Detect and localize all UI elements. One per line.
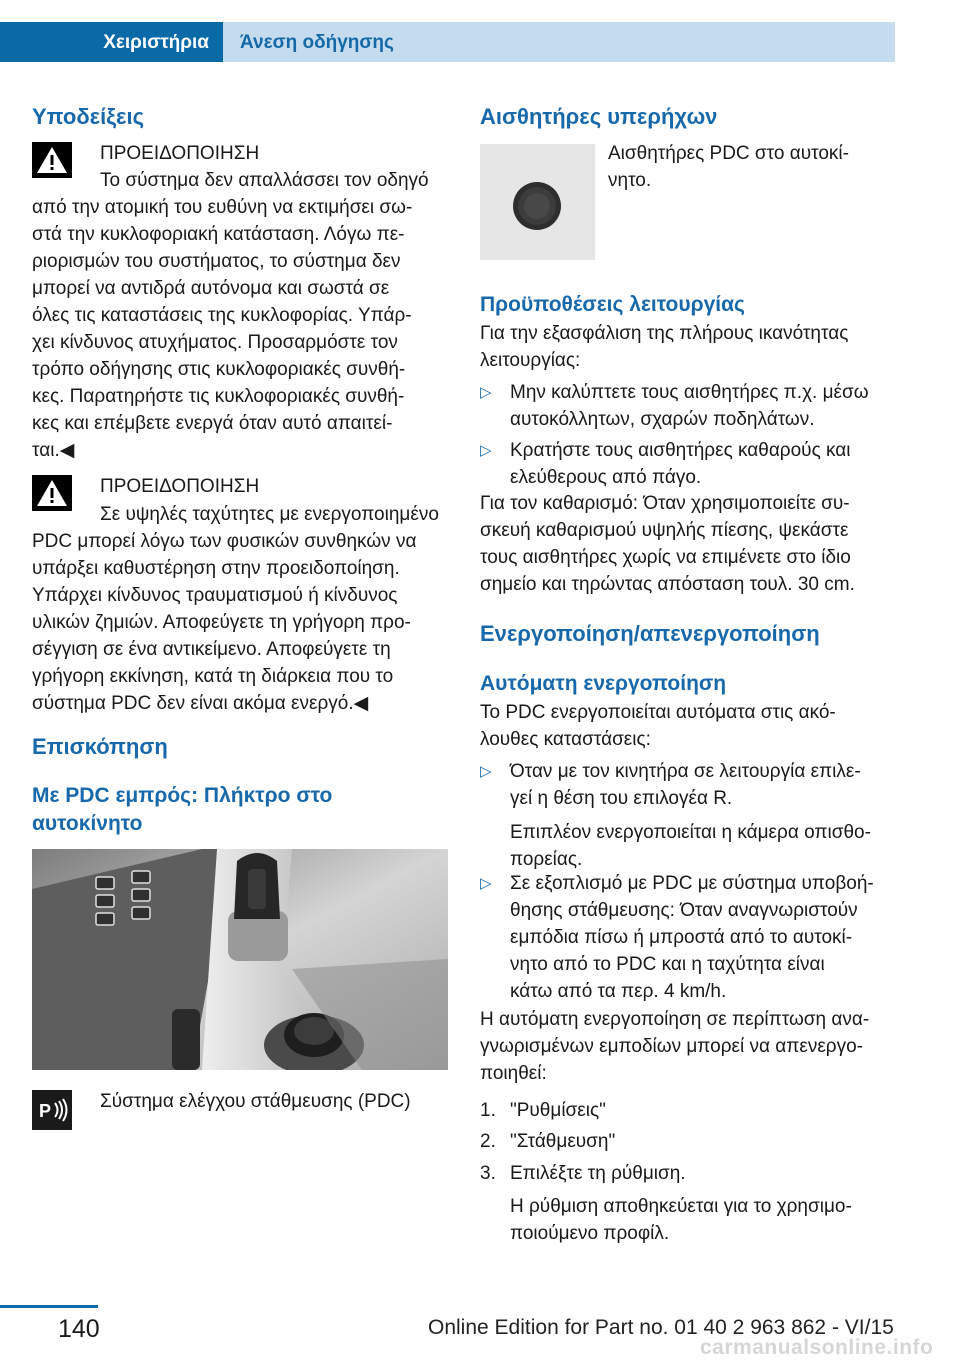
text-line: σκευή καθαρισμού υψηλής πίεσης, ψεκάστε	[480, 520, 849, 541]
warning-text-2	[32, 501, 452, 717]
warning-line: σύστημα PDC δεν είναι ακόμα ενεργό.◀	[32, 693, 369, 714]
sensors-heading: Αισθητήρες υπερήχων	[480, 104, 718, 129]
ultrasonic-sensor-image	[480, 144, 595, 260]
text-line: τους αισθητήρες χωρίς να επιμένετε στο ίδιο	[480, 547, 851, 568]
button-heading-line1: Με PDC εμπρός: Πλήκτρο στο	[32, 784, 333, 807]
warning-line: υπάρξει καθυστέρηση στην προειδοποίηση.	[32, 558, 400, 579]
button-heading-line2: αυτοκίνητο	[32, 812, 143, 835]
step-item	[480, 1160, 900, 1247]
bullet-line: Κρατήστε τους αισθητήρες καθαρούς και	[510, 440, 851, 461]
sensors-caption-line2: νητο.	[608, 170, 652, 191]
text-line: λειτουργίας:	[480, 350, 581, 371]
text-line: Για τον καθαρισμό: Όταν χρησιμοποιείτε συ-	[480, 493, 850, 514]
bullet-line: θησης στάθμευσης: Όταν αναγνωριστούν	[510, 900, 858, 921]
text-line: γνωρισμένων εμποδίων μπορεί να απενεργο-	[480, 1036, 863, 1057]
triangle-bullet-icon: ▷	[480, 442, 492, 459]
triangle-bullet-icon: ▷	[480, 875, 492, 892]
warning-line: όλες τις καταστάσεις της κυκλοφορίας. Υπάρ-	[32, 305, 412, 326]
warning-line: Υπάρχει κίνδυνος τραυματισμού ή κίνδυνος	[32, 585, 398, 606]
warning-label: ΠΡΟΕΙΔΟΠΟΙΗΣΗ	[100, 476, 260, 497]
warning-line: ριορισμών του συστήματος, το σύστημα δεν	[32, 251, 401, 272]
warning-line: Το σύστημα δεν απαλλάσσει τον οδηγό	[100, 170, 429, 191]
prerequisites-bullet	[480, 379, 900, 433]
prerequisites-text	[480, 320, 900, 374]
step-text: "Στάθμευση"	[510, 1131, 616, 1152]
step-number: 3.	[480, 1163, 496, 1184]
bullet-line: εμπόδια πίσω ή μπροστά από το αυτοκί-	[510, 927, 853, 948]
hints-heading: Υποδείξεις	[32, 104, 145, 129]
bullet-line: Σε εξοπλισμό με PDC με σύστημα υποβοή-	[510, 873, 874, 894]
bullet-line: ελεύθερους από πάγο.	[510, 467, 702, 488]
warning-line: κες. Παρατηρήστε τις κυκλοφοριακές συνθή-	[32, 386, 405, 407]
step-note: Η ρύθμιση αποθηκεύεται για το χρησιμο-	[510, 1196, 852, 1217]
step-item	[480, 1097, 900, 1124]
pdc-button-icon	[32, 1090, 72, 1130]
bullet-line: αυτοκόλλητων, σχαρών ποδηλάτων.	[510, 409, 815, 430]
warning-line: γρήγορη εκκίνηση, κατά τη διάρκεια που το	[32, 666, 394, 687]
text-line: Το PDC ενεργοποιείται αυτόματα στις ακό-	[480, 702, 836, 723]
step-note: ποιούμενο προφίλ.	[510, 1223, 670, 1244]
bullet-line: πορείας.	[510, 849, 583, 870]
text-line: σημείο και τηρώντας απόσταση τουλ. 30 cm.	[480, 574, 855, 595]
cleaning-text	[480, 490, 900, 598]
edition-text: Online Edition for Part no. 01 40 2 963 862 - VI/15	[428, 1316, 894, 1339]
warning-line: τρόπο οδήγησης στις κυκλοφοριακές συνθή-	[32, 359, 406, 380]
auto-activation-bullet	[480, 870, 900, 1005]
bullet-line: γεί η θέση του επιλογέα R.	[510, 788, 733, 809]
triangle-bullet-icon: ▷	[480, 384, 492, 401]
auto-activation-text	[480, 699, 900, 753]
text-line: Η αυτόματη ενεργοποίηση σε περίπτωση ανα-	[480, 1009, 870, 1030]
prerequisites-heading: Προϋποθέσεις λειτουργίας	[480, 293, 745, 316]
prerequisites-bullet	[480, 437, 900, 491]
text-line: Για την εξασφάλιση της πλήρους ικανότητας	[480, 323, 849, 344]
warning-line: από την ατομική του ευθύνη να εκτιμήσει σω-	[32, 197, 413, 218]
warning-line: μπορεί να αντιδρά αυτόνομα και σωστά σε	[32, 278, 390, 299]
chapter-tab[interactable]: Χειριστήρια	[0, 22, 223, 62]
warning-line: Σε υψηλές ταχύτητες με ενεργοποιημένο	[100, 504, 439, 525]
footer-rule	[0, 1305, 98, 1308]
text-line: λουθες καταστάσεις:	[480, 729, 651, 750]
warning-line: ται.◀	[32, 440, 75, 461]
step-number: 2.	[480, 1131, 496, 1152]
center-console-photo	[32, 849, 448, 1070]
section-tab[interactable]: Άνεση οδήγησης	[240, 32, 394, 53]
text-line: ποιηθεί:	[480, 1063, 547, 1084]
bullet-line: Όταν με τον κινητήρα σε λειτουργία επιλε-	[510, 761, 861, 782]
auto-activation-heading: Αυτόματη ενεργοποίηση	[480, 672, 727, 695]
warning-text-1	[32, 167, 452, 464]
page-number: 140	[58, 1315, 100, 1343]
triangle-bullet-icon: ▷	[480, 763, 492, 780]
svg-text:P: P	[39, 1101, 52, 1121]
activation-heading: Ενεργοποίηση/απενεργοποίηση	[480, 621, 820, 646]
warning-label: ΠΡΟΕΙΔΟΠΟΙΗΣΗ	[100, 143, 260, 164]
deactivate-text	[480, 1006, 900, 1087]
pdc-button-caption: Σύστημα ελέγχου στάθμευσης (PDC)	[100, 1091, 411, 1112]
warning-line: σέγγιση σε ένα αντικείμενο. Αποφεύγετε τη	[32, 639, 391, 660]
overview-heading: Επισκόπηση	[32, 734, 168, 759]
sensors-caption-line1: Αισθητήρες PDC στο αυτοκί-	[608, 143, 849, 164]
warning-line: στά την κυκλοφοριακή κατάσταση. Λόγω πε-	[32, 224, 405, 245]
step-item	[480, 1128, 900, 1155]
step-text: "Ρυθμίσεις"	[510, 1100, 606, 1121]
step-text: Επιλέξτε τη ρύθμιση.	[510, 1163, 686, 1184]
bullet-line: Επιπλέον ενεργοποιείται η κάμερα οπισθο-	[510, 822, 871, 843]
bullet-line: Μην καλύπτετε τους αισθητήρες π.χ. μέσω	[510, 382, 869, 403]
watermark: carmanualsonline.info	[700, 1336, 934, 1359]
bullet-line: κάτω από τα περ. 4 km/h.	[510, 981, 727, 1002]
header-bar	[0, 22, 895, 62]
warning-line: PDC μπορεί λόγω των φυσικών συνθηκών να	[32, 531, 417, 552]
auto-activation-bullet	[480, 758, 900, 873]
warning-line: υλικών ζημιών. Αποφεύγετε τη γρήγορη προ-	[32, 612, 411, 633]
warning-line: κες και επέμβετε ενεργά όταν αυτό απαιτεί-	[32, 413, 393, 434]
warning-line: χει κίνδυνος ατυχήματος. Προσαρμόστε τον	[32, 332, 398, 353]
step-number: 1.	[480, 1100, 496, 1121]
bullet-line: νητο από το PDC και η ταχύτητα είναι	[510, 954, 825, 975]
